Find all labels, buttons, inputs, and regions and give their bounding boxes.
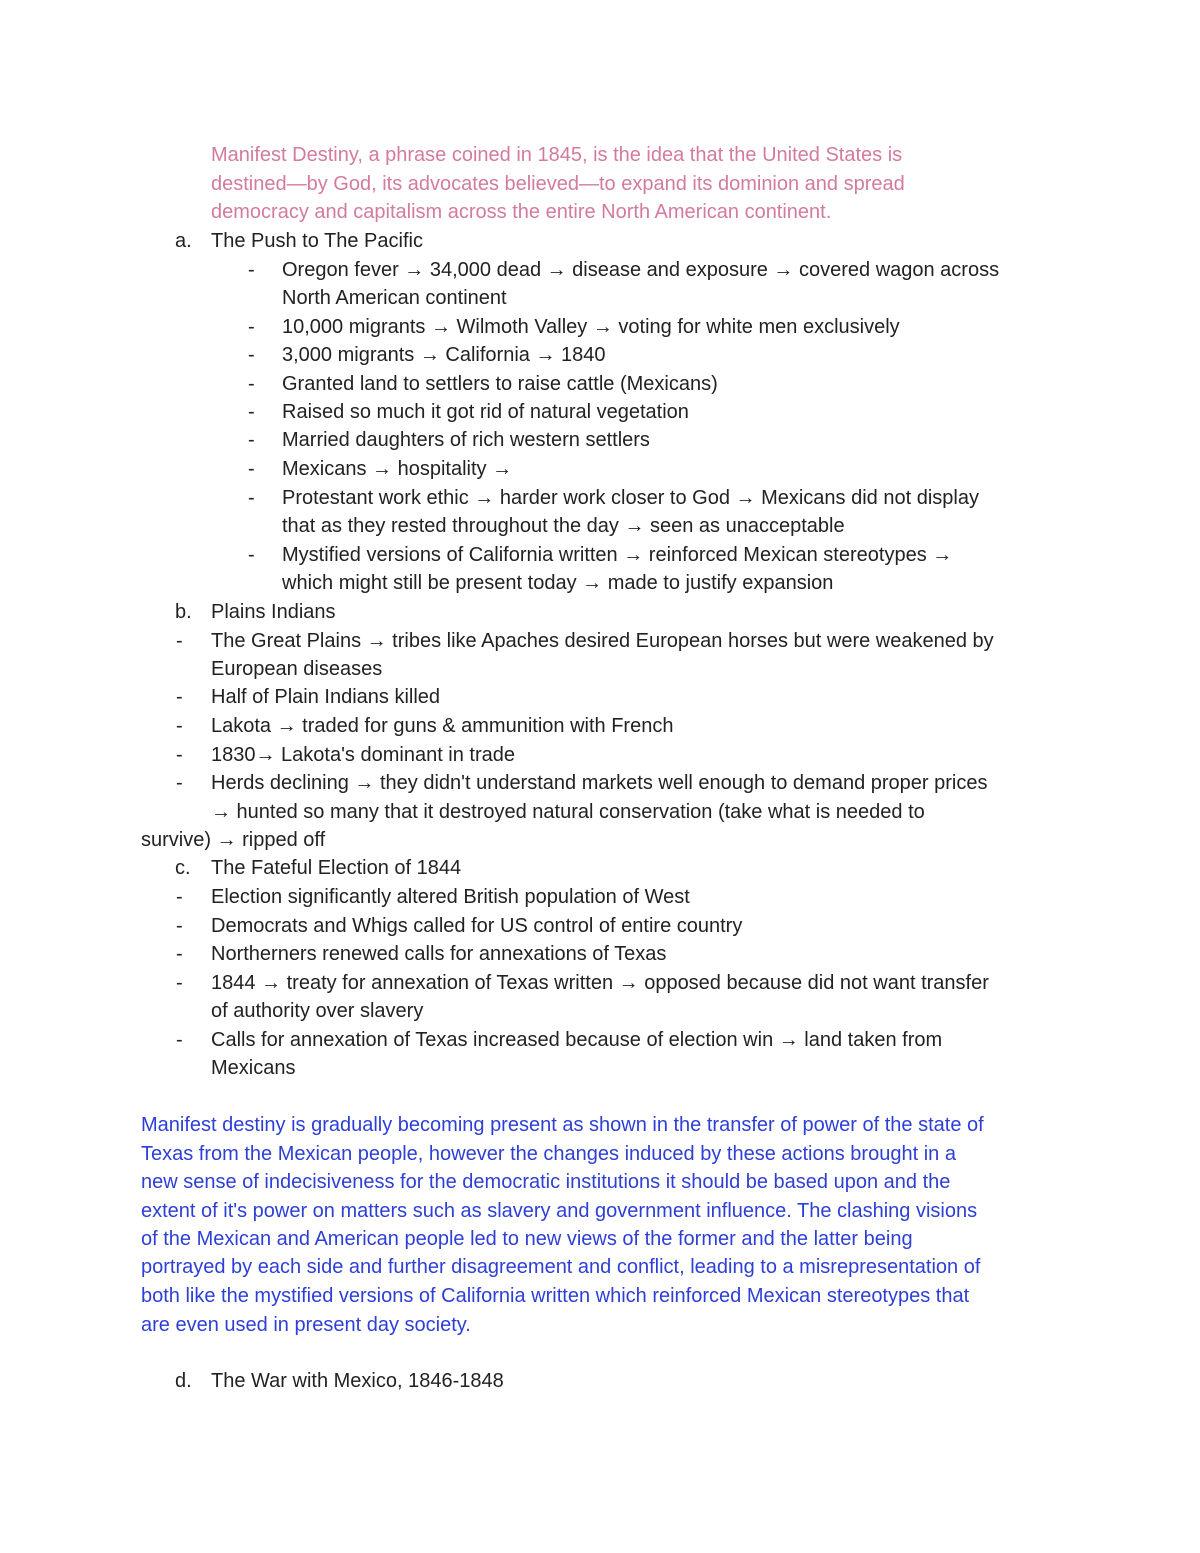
intro-line: democracy and capitalism across the entire North American continent. bbox=[211, 201, 832, 223]
list-item-line: Raised so much it got rid of natural vegetation bbox=[282, 401, 689, 423]
list-item-line: 10,000 migrants → Wilmoth Valley → voting for white men exclusively bbox=[282, 316, 900, 338]
bullet: - bbox=[176, 1029, 183, 1051]
reflection-line: Texas from the Mexican people, however the changes induced by these actions brought in a bbox=[141, 1143, 956, 1165]
reflection-line: new sense of indecisiveness for the democratic institutions it should be based upon and the bbox=[141, 1171, 951, 1193]
bullet: - bbox=[176, 943, 183, 965]
reflection-line: extent of it's power on matters such as slavery and government influence. The clashing visions bbox=[141, 1200, 978, 1222]
section-c-heading: The Fateful Election of 1844 bbox=[211, 857, 462, 879]
list-item-line: 3,000 migrants → California → 1840 bbox=[282, 344, 606, 366]
section-c-marker: c. bbox=[175, 857, 191, 879]
reflection-line: are even used in present day society. bbox=[141, 1314, 471, 1336]
list-item-line: Protestant work ethic → harder work closer to God → Mexicans did not display bbox=[282, 487, 979, 509]
section-d-heading: The War with Mexico, 1846-1848 bbox=[211, 1370, 504, 1392]
bullet: - bbox=[248, 316, 255, 338]
bullet: - bbox=[248, 429, 255, 451]
list-item-line: 1830→ Lakota's dominant in trade bbox=[211, 744, 516, 766]
bullet: - bbox=[248, 544, 255, 566]
bullet: - bbox=[248, 373, 255, 395]
list-item-line: Granted land to settlers to raise cattle (Mexicans) bbox=[282, 373, 718, 395]
list-item-line: survive) → ripped off bbox=[141, 829, 326, 851]
section-d-marker: d. bbox=[175, 1370, 192, 1392]
intro-line: destined—by God, its advocates believed—to expand its dominion and spread bbox=[211, 173, 905, 195]
list-item-line: Herds declining → they didn't understand markets well enough to demand proper prices bbox=[211, 772, 988, 794]
list-item-line: Election significantly altered British population of West bbox=[211, 886, 690, 908]
section-b-heading: Plains Indians bbox=[211, 601, 336, 623]
list-item-line: The Great Plains → tribes like Apaches desired European horses but were weakened by bbox=[211, 630, 994, 652]
bullet: - bbox=[248, 487, 255, 509]
bullet: - bbox=[176, 972, 183, 994]
bullet: - bbox=[248, 401, 255, 423]
bullet: - bbox=[176, 886, 183, 908]
list-item-line: of authority over slavery bbox=[211, 1000, 424, 1022]
bullet: - bbox=[248, 458, 255, 480]
bullet: - bbox=[248, 259, 255, 281]
list-item-line: Democrats and Whigs called for US control of entire country bbox=[211, 915, 743, 937]
section-a-marker: a. bbox=[175, 230, 192, 252]
list-item-line: Half of Plain Indians killed bbox=[211, 686, 441, 708]
list-item-line: Lakota → traded for guns & ammunition with French bbox=[211, 715, 674, 737]
bullet: - bbox=[176, 686, 183, 708]
list-item-line: Mexicans bbox=[211, 1057, 296, 1079]
bullet: - bbox=[176, 744, 183, 766]
intro-line: Manifest Destiny, a phrase coined in 1845, is the idea that the United States is bbox=[211, 144, 903, 166]
list-item-line: North American continent bbox=[282, 287, 507, 309]
bullet: - bbox=[176, 630, 183, 652]
list-item-line: which might still be present today → made to justify expansion bbox=[282, 572, 834, 594]
list-item-line: European diseases bbox=[211, 658, 383, 680]
list-item-line: Northerners renewed calls for annexations of Texas bbox=[211, 943, 667, 965]
bullet: - bbox=[176, 772, 183, 794]
reflection-line: both like the mystified versions of California written which reinforced Mexican stereotypes that bbox=[141, 1285, 970, 1307]
bullet: - bbox=[176, 715, 183, 737]
list-item-line: Mystified versions of California written → reinforced Mexican stereotypes → bbox=[282, 544, 953, 566]
section-a-heading: The Push to The Pacific bbox=[211, 230, 423, 252]
list-item-line: that as they rested throughout the day → seen as unacceptable bbox=[282, 515, 845, 537]
list-item-line: Oregon fever → 34,000 dead → disease and exposure → covered wagon across bbox=[282, 259, 1000, 281]
list-item-line: 1844 → treaty for annexation of Texas written → opposed because did not want transfer bbox=[211, 972, 989, 994]
reflection-line: Manifest destiny is gradually becoming present as shown in the transfer of power of the state of bbox=[141, 1114, 984, 1136]
reflection-line: portrayed by each side and further disagreement and conflict, leading to a misrepresentation of bbox=[141, 1256, 981, 1278]
bullet: - bbox=[248, 344, 255, 366]
section-b-marker: b. bbox=[175, 601, 192, 623]
list-item-line: → hunted so many that it destroyed natural conservation (take what is needed to bbox=[211, 801, 925, 823]
list-item-line: Mexicans → hospitality → bbox=[282, 458, 513, 480]
list-item-line: Married daughters of rich western settlers bbox=[282, 429, 650, 451]
reflection-line: of the Mexican and American people led to new views of the former and the latter being bbox=[141, 1228, 913, 1250]
list-item-line: Calls for annexation of Texas increased because of election win → land taken from bbox=[211, 1029, 943, 1051]
bullet: - bbox=[176, 915, 183, 937]
